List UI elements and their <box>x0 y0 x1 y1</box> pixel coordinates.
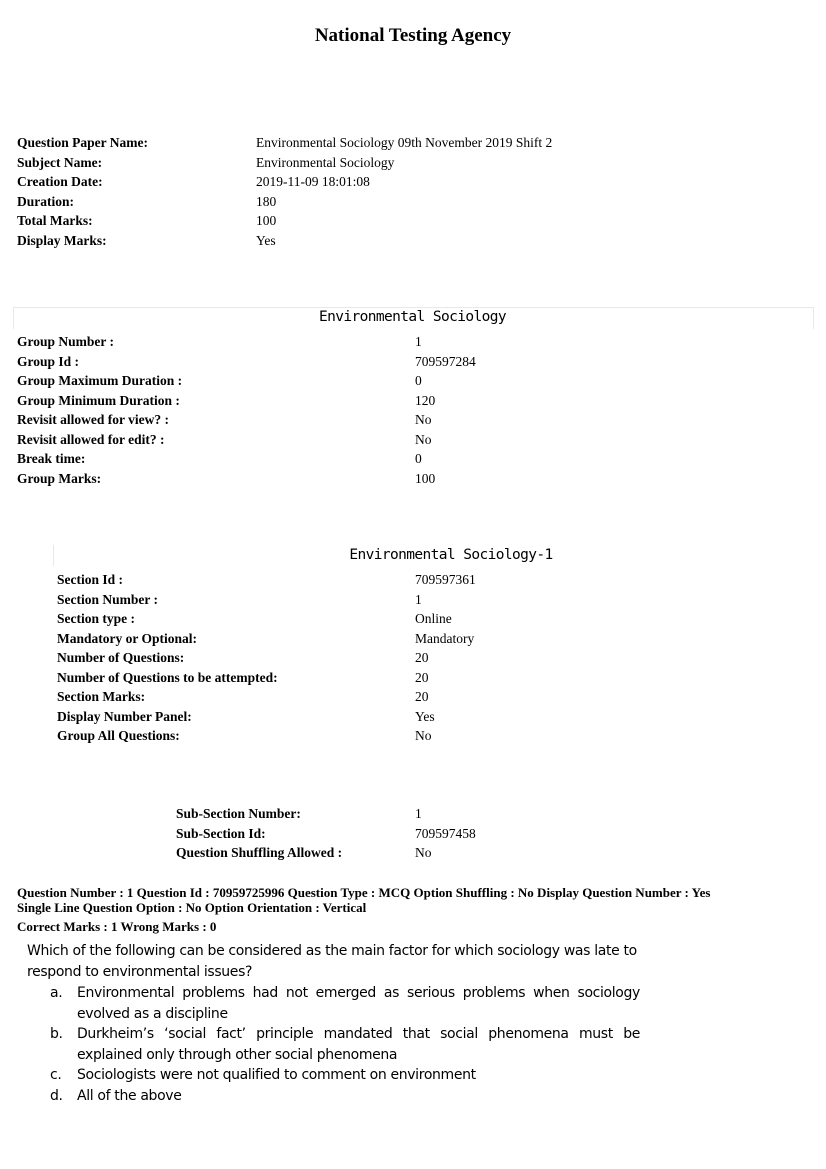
field-label: Group Marks: <box>17 470 102 486</box>
group-info-row <box>17 449 717 469</box>
field-label: Section type : <box>57 611 135 626</box>
field-value: 120 <box>415 392 436 408</box>
field-label: Subject Name: <box>17 154 103 170</box>
group-info-table <box>17 332 717 488</box>
field-value: 1 <box>415 591 422 607</box>
field-label: Group Minimum Duration : <box>17 392 180 408</box>
field-value: 180 <box>256 193 277 209</box>
field-label: Group Maximum Duration : <box>17 373 183 388</box>
paper-info-row <box>17 231 717 251</box>
question-meta-line-2: Single Line Question Option : No Option Orientation : Vertical <box>17 899 367 915</box>
option-label: a. <box>50 985 63 1001</box>
field-label: Section Id : <box>57 572 124 587</box>
field-label: Group Number : <box>17 334 115 349</box>
answer-options <box>50 983 640 1106</box>
subsection-info-table <box>176 804 576 863</box>
field-value: Online <box>415 611 452 626</box>
answer-option <box>50 1065 640 1086</box>
answer-option <box>50 1086 640 1107</box>
field-label: Section Marks: <box>57 689 146 704</box>
field-value: 20 <box>415 669 429 685</box>
field-label: Mandatory or Optional: <box>57 630 198 646</box>
paper-info-row <box>17 192 717 212</box>
field-value: No <box>415 431 432 447</box>
section-info-row <box>57 629 717 649</box>
paper-info-row <box>17 133 717 153</box>
field-value: Environmental Sociology <box>256 154 395 170</box>
paper-info-row <box>17 153 717 173</box>
field-label: Group Id : <box>17 353 80 369</box>
answer-option <box>50 1024 640 1065</box>
question-meta <box>17 886 807 915</box>
question-marks: Correct Marks : 1 Wrong Marks : 0 <box>17 919 217 934</box>
section-info-row <box>57 707 717 727</box>
field-value: 2019-11-09 18:01:08 <box>256 174 370 189</box>
question-meta-line-1: Question Number : 1 Question Id : 70959725996 Question Type : MCQ Option Shuffling : No Display Question Number : Yes <box>17 885 711 900</box>
field-value: 100 <box>415 470 436 486</box>
group-info-row <box>17 410 717 430</box>
field-label: Question Paper Name: <box>17 135 148 150</box>
page-title: National Testing Agency <box>314 25 512 46</box>
subsection-info-row <box>176 824 576 844</box>
field-value: 0 <box>415 373 422 388</box>
field-label: Duration: <box>17 193 74 209</box>
field-value: 709597361 <box>415 572 476 587</box>
field-value: 709597458 <box>415 825 476 841</box>
subsection-info-row <box>176 804 576 824</box>
field-value: 0 <box>415 451 422 466</box>
group-title: Environmental Sociology <box>319 309 506 325</box>
paper-info-row <box>17 172 717 192</box>
field-value: 1 <box>415 334 422 349</box>
paper-info-table <box>17 133 717 250</box>
field-label: Revisit allowed for view? : <box>17 412 169 427</box>
field-value: Yes <box>415 708 435 724</box>
section-info-row <box>57 668 717 688</box>
option-label: d. <box>50 1087 63 1104</box>
field-label: Revisit allowed for edit? : <box>17 431 165 447</box>
answer-option <box>50 983 640 1024</box>
field-label: Sub-Section Id: <box>176 825 266 841</box>
group-info-row <box>17 332 717 352</box>
field-label: Display Number Panel: <box>57 708 192 724</box>
group-info-row <box>17 430 717 450</box>
field-label: Break time: <box>17 451 86 466</box>
subsection-info-row <box>176 843 576 863</box>
field-value: 20 <box>415 650 429 665</box>
paper-info-row <box>17 211 717 231</box>
field-value: 709597284 <box>415 353 476 369</box>
option-text: Environmental problems had not emerged as serious problems when sociology evolved as a discipline <box>77 985 640 1022</box>
field-value: Mandatory <box>415 630 475 646</box>
field-value: No <box>415 728 432 743</box>
section-info-row <box>57 590 717 610</box>
option-text: All of the above <box>77 1087 182 1104</box>
section-info-row <box>57 687 717 707</box>
field-value: 1 <box>415 806 422 821</box>
section-info-row <box>57 648 717 668</box>
question-text: Which of the following can be considered as the main factor for which sociology was late to respond to environmental issues? <box>27 943 637 980</box>
field-label: Section Number : <box>57 591 158 607</box>
section-info-row <box>57 570 717 590</box>
field-value: 20 <box>415 689 429 704</box>
field-label: Number of Questions: <box>57 650 185 665</box>
option-text: Durkheim’s ‘social fact’ principle mandated that social phenomena must be explained only through other social phenomena <box>77 1026 640 1063</box>
section-info-row <box>57 609 717 629</box>
option-label: c. <box>50 1067 62 1083</box>
section-info-row <box>57 726 717 746</box>
field-value: 100 <box>256 213 277 228</box>
field-label: Group All Questions: <box>57 728 180 743</box>
field-label: Question Shuffling Allowed : <box>176 845 343 860</box>
field-label: Sub-Section Number: <box>176 806 301 821</box>
field-label: Creation Date: <box>17 174 103 189</box>
group-info-row <box>17 352 717 372</box>
field-value: No <box>415 412 432 427</box>
group-info-row <box>17 371 717 391</box>
field-label: Number of Questions to be attempted: <box>57 669 278 685</box>
option-label: b. <box>50 1026 63 1042</box>
field-value: No <box>415 845 432 860</box>
field-label: Total Marks: <box>17 213 93 228</box>
section-info-table <box>57 570 717 746</box>
field-value: Environmental Sociology 09th November 2019 Shift 2 <box>256 135 553 150</box>
section-title: Environmental Sociology-1 <box>349 547 553 563</box>
group-info-row <box>17 469 717 489</box>
group-info-row <box>17 391 717 411</box>
option-text: Sociologists were not qualified to comment on environment <box>77 1067 476 1083</box>
field-label: Display Marks: <box>17 232 107 248</box>
field-value: Yes <box>256 232 276 248</box>
